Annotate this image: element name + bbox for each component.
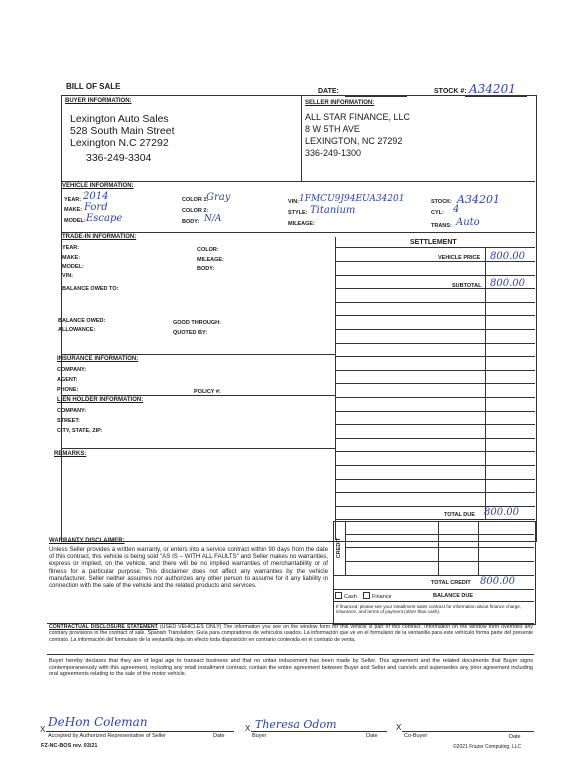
vehicle-section-title: VEHICLE INFORMATION: (62, 183, 134, 189)
color2-label: COLOR 2: (182, 208, 209, 214)
lien-city-label: CITY, STATE, ZIP: (57, 428, 103, 434)
settlement-row-line (335, 370, 535, 371)
balance-owed-label: BALANCE OWED: (58, 318, 106, 324)
vehicle-model-label: MODEL: (64, 218, 86, 224)
cyl-value: 4 (453, 204, 460, 215)
subtotal-label: SUBTOTAL (452, 283, 482, 289)
settlement-row-line (335, 411, 535, 412)
credit-row-line (333, 601, 534, 602)
vin-value: 1FMCU9J94EUA34201 (299, 194, 405, 204)
settlement-header-line (335, 247, 535, 248)
credit-mid-column (438, 521, 439, 575)
buyer-signature[interactable]: Theresa Odom (255, 718, 337, 731)
buyer-seller-divider (301, 95, 302, 181)
total-due-line (335, 519, 535, 520)
balance-owed-to-label: BALANCE OWED TO: (62, 286, 119, 292)
trans-label: TRANS: (431, 223, 452, 229)
seller-phone: 336-249-1300 (305, 148, 362, 158)
date-label: DATE: (318, 88, 339, 95)
settlement-row-line (335, 356, 535, 357)
credit-row-line (345, 561, 534, 562)
divider (47, 654, 534, 655)
settlement-row-line (335, 302, 535, 303)
tradein-make-label: MAKE: (62, 255, 81, 261)
seller-street: 8 W 5TH AVE (305, 124, 360, 134)
style-label: STYLE: (288, 210, 308, 216)
divider (61, 354, 335, 355)
settlement-row-line (335, 492, 535, 493)
seller-city: LEXINGTON, NC 27292 (305, 136, 403, 146)
body-value: N/A (204, 214, 222, 224)
mileage-label: MILEAGE: (288, 221, 315, 227)
color1-value: Gray (206, 192, 231, 203)
settlement-row-line (335, 315, 535, 316)
total-credit-label: TOTAL CREDIT (431, 580, 471, 586)
divider (61, 448, 335, 449)
cobuyer-signature-line[interactable] (402, 731, 534, 732)
tradein-color-label: COLOR: (197, 247, 219, 253)
settlement-row-line (335, 288, 535, 289)
vehicle-stock-value: A34201 (457, 193, 500, 206)
vehicle-year-label: YEAR: (64, 197, 82, 203)
cobuyer-signature-label: Co-Buyer (404, 733, 428, 739)
copyright: ©2021 Frazer Computing, LLC (453, 744, 522, 750)
vehicle-year: 2014 (83, 191, 109, 202)
seller-date-label: Date (213, 733, 225, 739)
agreement-text: Buyer hereby declares that they are of legal age to transact business and that no unfair inducement has been made by Seller. This agreement and the related documents that Buyer signs contemporaneously with this agreement, including any retail installment contract, contain the entire agreement between Buyer and Seller and cancels and supersedes any prior agreement including oral agreements relating to the sale of the motor vehicle. (49, 658, 533, 678)
finance-label: Finance (372, 594, 392, 600)
insurance-phone-label: PHONE: (57, 387, 79, 393)
lien-company-label: COMPANY: (57, 408, 87, 414)
lien-section-title: LIEN HOLDER INFORMATION: (57, 397, 144, 403)
cobuyer-x-mark: X (396, 723, 402, 732)
settlement-row-line (335, 424, 535, 425)
tradein-year-label: YEAR: (62, 245, 80, 251)
seller-signature-line (46, 731, 234, 732)
credit-row-line (345, 534, 534, 535)
allowance-label: ALLOWANCE: (58, 327, 96, 333)
settlement-left-border (335, 237, 336, 540)
credit-row-line (345, 547, 534, 548)
settlement-row-line (335, 261, 535, 262)
insurance-section-title: INSURANCE INFORMATION: (57, 356, 139, 362)
disclosure-title: CONTRACTUAL DISCLOSURE STATEMENT (49, 624, 158, 630)
buyer-signature-label: Buyer (252, 733, 267, 739)
checkbox-icon (363, 592, 370, 599)
total-due-label: TOTAL DUE (444, 512, 475, 518)
buyer-phone: 336-249-3304 (86, 152, 152, 164)
settlement-row-line (335, 438, 535, 439)
financed-note: If financed, please see your installment sales contract for information about finance charge, insurance, and terms of payment (other than cash). (336, 604, 522, 615)
disclosure-text: (USED VEHICLES ONLY) The information you see on the window form for this vehicle is part of this contract. Information on the window form overrides any contrary provisions in the contract of sale. Spanish Translation: Guía para compradores de vehículos usados. La información que ve en el formulario de la ventanilla para este vehículo forma parte del presente contrato. La información del formulario de la ventanilla deja sin efecto toda disposición en contrario contenida en el contrato de venta. (49, 624, 534, 643)
total-due-value: 800.00 (484, 507, 519, 518)
settlement-row-line (335, 479, 535, 480)
quoted-by-label: QUOTED BY: (173, 330, 208, 336)
cash-label: Cash (344, 594, 357, 600)
tradein-mileage-label: MILEAGE: (197, 257, 224, 263)
style-value: Titanium (310, 205, 356, 216)
vehicle-price-label: VEHICLE PRICE (438, 255, 481, 261)
subtotal-value: 800.00 (490, 278, 525, 289)
buyer-signature-line (251, 731, 387, 732)
settlement-row-line (335, 451, 535, 452)
vehicle-price-value: 800.00 (490, 251, 525, 262)
seller-section-title: SELLER INFORMATION: (305, 100, 375, 106)
settlement-row-line (335, 275, 535, 276)
credit-label: CREDIT (336, 537, 343, 559)
policy-label: POLICY #: (194, 389, 221, 395)
lien-street-label: STREET: (57, 418, 80, 424)
form-id: FZ-NC-BOS rev. 03/21 (41, 743, 98, 749)
remarks-section-title: REMARKS: (54, 451, 87, 457)
buyer-section-title: BUYER INFORMATION: (65, 98, 132, 104)
tradein-body-label: BODY: (197, 266, 215, 272)
warranty-text: Unless Seller provides a written warranty, or enters into a service contract within 90 days from the date of this contract, this vehicle is being sold "AS IS – WITH ALL FAULTS" and Seller makes no warranties, express or implied, on the vehicle, and there will be no implied warranties of merchantability or of fitness for a particular purpose. This disclaimer does not affect any warranties by the vehicle manufacturer. Seller neither assumes nor authorizes any other person to assume for it any liability in connection with the sale of the vehicle and the related products and services. (49, 546, 328, 590)
document-title: BILL OF SALE (66, 82, 121, 91)
credit-row-line (333, 589, 534, 590)
buyer-city: Lexington N.C 27292 (70, 137, 169, 149)
vehicle-model: Escape (86, 213, 123, 224)
disclosure-block (49, 624, 533, 643)
buyer-name: Lexington Auto Sales (70, 113, 169, 125)
color1-label: COLOR 1: (182, 197, 209, 203)
settlement-title: SETTLEMENT (410, 239, 457, 246)
divider (61, 395, 335, 396)
checkbox-icon (335, 592, 342, 599)
buyer-x-mark: X (245, 724, 251, 733)
vehicle-stock-label: STOCK: (431, 199, 452, 205)
tradein-vin-label: VIN: (62, 273, 73, 279)
settlement-row-line (335, 465, 535, 466)
credit-label-column (345, 521, 346, 575)
buyer-date-label: Date (366, 733, 378, 739)
total-credit-value: 800.00 (480, 576, 515, 587)
seller-signature[interactable]: DeHon Coleman (48, 715, 148, 729)
buyer-street: 528 South Main Street (70, 125, 175, 137)
vehicle-make: Ford (84, 202, 108, 213)
divider (61, 232, 535, 233)
stock-number: A34201 (469, 82, 516, 96)
cobuyer-date-label: Date (509, 734, 521, 740)
credit-amount-column (478, 521, 479, 575)
seller-signature-label: Accepted by Authorized Representative of Seller (48, 733, 167, 739)
insurance-agent-label: AGENT: (57, 377, 78, 383)
tradein-section-title: TRADE-IN INFORMATION: (62, 234, 137, 240)
body-label: BODY: (182, 219, 200, 225)
stock-label: STOCK #: (434, 88, 467, 95)
insurance-company-label: COMPANY: (57, 367, 87, 373)
good-through-label: GOOD THROUGH: (173, 320, 221, 326)
seller-x-mark: X (40, 725, 46, 734)
trans-value: Auto (456, 217, 480, 228)
finance-checkbox[interactable] (363, 592, 392, 600)
settlement-row-line (335, 343, 535, 344)
seller-name: ALL STAR FINANCE, LLC (305, 112, 411, 122)
settlement-row-line (335, 397, 535, 398)
settlement-row-line (335, 329, 535, 330)
warranty-title: WARRANTY DISCLAIMER: (49, 538, 125, 544)
cash-checkbox[interactable] (335, 592, 357, 600)
tradein-model-label: MODEL: (62, 264, 84, 270)
cyl-label: CYL: (431, 210, 444, 216)
divider (61, 181, 535, 182)
vehicle-make-label: MAKE: (64, 207, 83, 213)
settlement-row-line (335, 383, 535, 384)
vin-label: VIN: (288, 199, 299, 205)
balance-due-label: BALANCE DUE (433, 593, 474, 599)
